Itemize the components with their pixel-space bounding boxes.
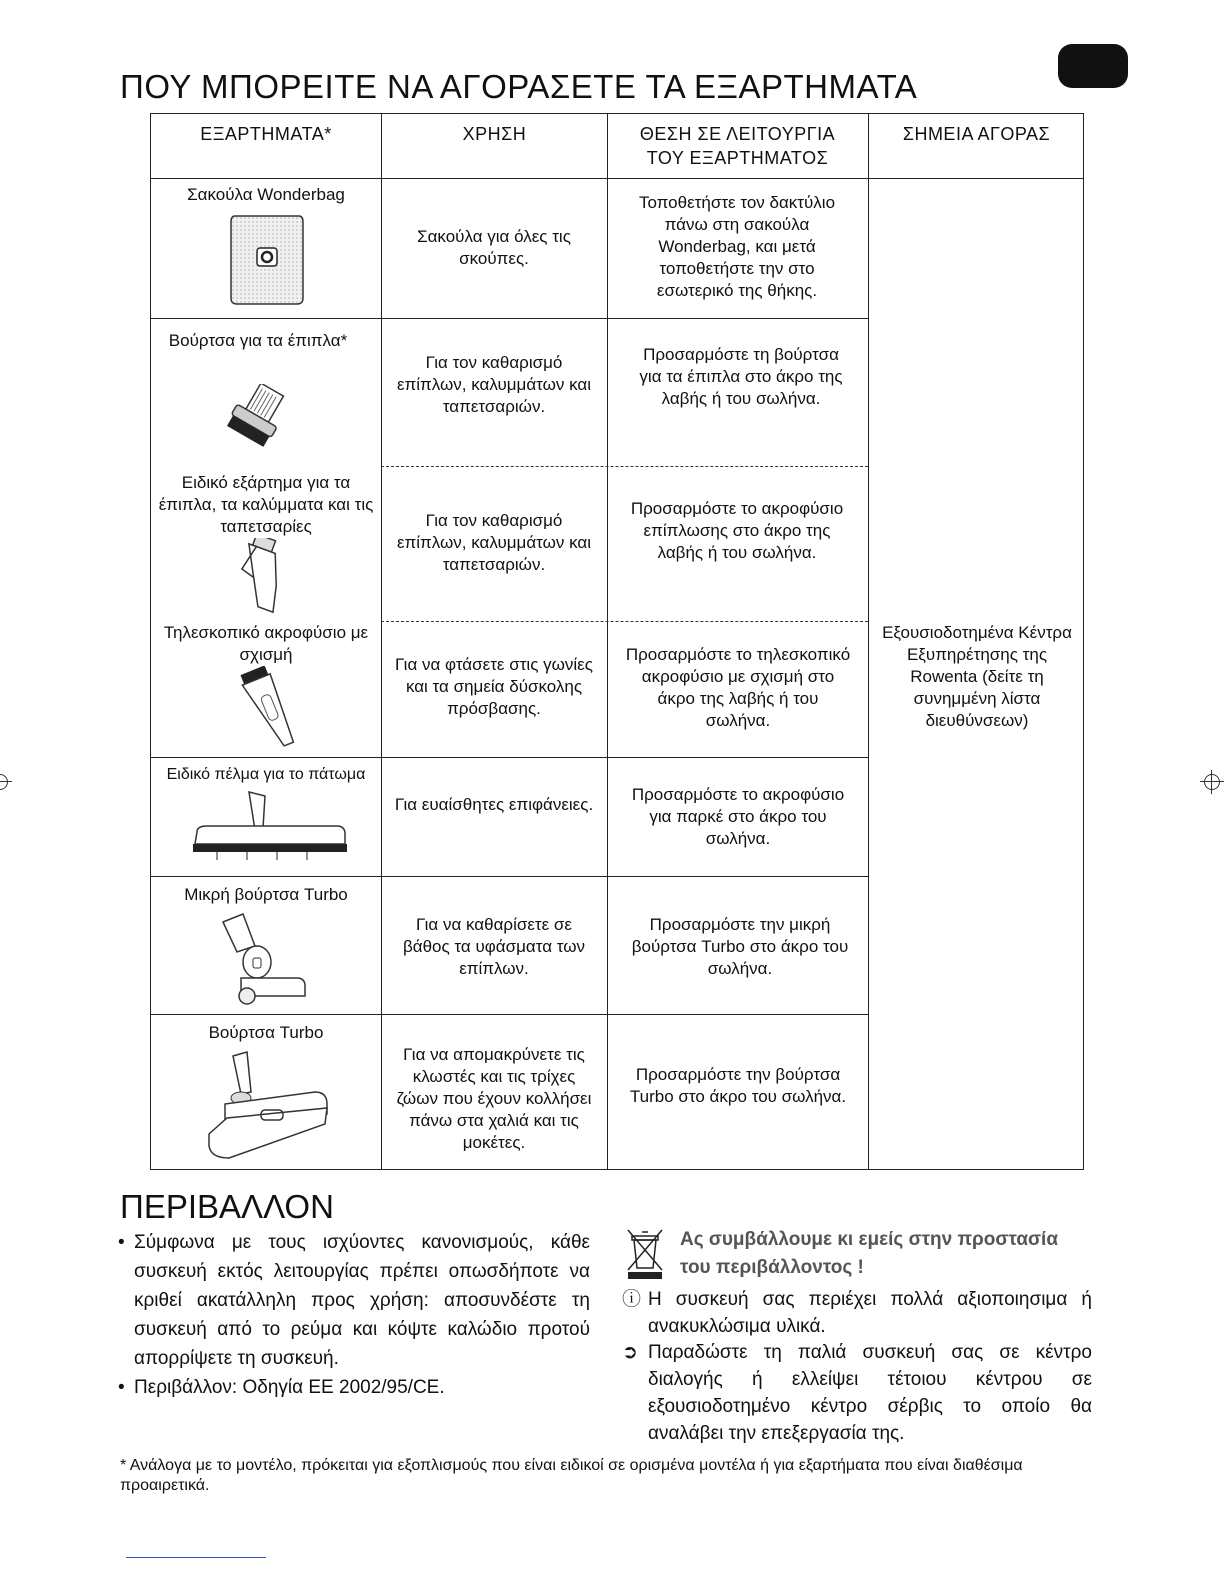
furniture-brush-icon <box>221 384 301 454</box>
row-4-use: Για να φτάσετε στις γωνίες και τα σημεία δύσκολης πρόσβασης. <box>395 655 593 718</box>
row-2-use: Για τον καθαρισμό επίπλων, καλυμμάτων και ταπετσαριών. <box>396 353 592 416</box>
header-purchase-points: ΣΗΜΕΙΑ ΑΓΟΡΑΣ <box>902 124 1051 144</box>
footnote: * Ανάλογα με το μοντέλο, πρόκειται για εξοπλισμούς που είναι ειδικοί σε ορισμένα μοντέλα ή για εξαρτήματα που είναι διαθέσιμα προαιρετικά. <box>120 1457 1023 1494</box>
row-4-position: Προσαρμόστε το τηλεσκοπικό ακροφύσιο με σχισμή στο άκρο της λαβής ή του σωλήνα. <box>625 645 851 730</box>
row-2-position: Προσαρμόστε τη βούρτσα για τα έπιπλα στο άκρο της λαβής ή του σωλήνα. <box>639 345 843 408</box>
row-5-position: Προσαρμόστε το ακροφύσιο για παρκέ στο άκρο του σωλήνα. <box>631 785 845 848</box>
note-info: ⓘ Η συσκευή σας περιέχει πολλά αξιοποιησιμα ή ανακυκλώσιμα υλικά. <box>622 1286 1092 1340</box>
environment-slogan: Ας συμβάλλουμε κι εμείς στην προστασία του περιβάλλοντος ! <box>680 1229 1058 1278</box>
row-6-position: Προσαρμόστε την μικρή βούρτσα Turbo στο άκρο του σωλήνα. <box>631 915 849 978</box>
row-6-name: Μικρή βούρτσα Turbo <box>184 885 348 904</box>
registration-mark-left-icon <box>0 770 12 794</box>
crevice-nozzle-icon <box>229 666 303 752</box>
row-7-use: Για να απομακρύνετε τις κλωστές και τις τρίχες ζώων που έχουν κολλήσει πάνω στα χαλιά και τις μοκέτες. <box>396 1045 592 1152</box>
row-1-position: Τοποθετήστε τον δακτύλιο πάνω στη σακούλα Wonderbag, και μετά τοποθετήστε την στο εσωτερικό της θήκης. <box>638 193 836 300</box>
mini-turbo-brush-icon <box>213 912 313 1008</box>
registration-mark-right-icon <box>1200 770 1224 794</box>
parquet-floor-brush-icon <box>187 788 351 868</box>
row-5-use: Για ευαίσθητες επιφάνειες. <box>394 795 594 814</box>
page-tab-marker <box>1058 44 1128 88</box>
note-arrow: ➲ Παραδώστε τη παλιά συσκευή σας σε κέντρο διαλογής ή ελλείψει τέτοιου κέντρου σε εξουσιοδοτημένο κέντρο σέρβις το οποίο θα αναλάβει την επεξεργασία της. <box>622 1339 1092 1447</box>
row-1-use: Σακούλα για όλες τις σκούπες. <box>417 227 571 268</box>
upholstery-nozzle-icon <box>225 538 309 614</box>
row-5-name: Ειδικό πέλμα για το πάτωμα <box>166 766 366 783</box>
row-3-name: Ειδικό εξάρτημα για τα έπιπλα, τα καλύμματα και τις ταπετσαρίες <box>158 473 374 536</box>
list-item: • Σύμφωνα με τους ισχύοντες κανονισμούς, κάθε συσκευή εκτός λειτουργίας πρέπει οπωσδήποτε να κριθεί ακατάλληλη προς χρήση: αποσυνδέστε τη συσκευή από το ρεύμα και κόψτε καλώδιο προτού απορρίψετε τη συσκευή. <box>118 1232 590 1369</box>
turbo-brush-icon <box>205 1048 335 1166</box>
row-4-name: Τηλεσκοπικό ακροφύσιο με σχισμή <box>163 623 369 664</box>
row-2-name: Βούρτσα για τα έπιπλα* <box>168 331 348 350</box>
row-6-use: Για να καθαρίσετε σε βάθος τα υφάσματα των επίπλων. <box>403 915 585 978</box>
header-position: ΘΕΣΗ ΣΕ ΛΕΙΤΟΥΡΓΙΑ ΤΟΥ ΕΞΑΡΤΗΜΑΤΟΣ <box>639 124 836 168</box>
wonderbag-icon <box>227 212 307 308</box>
header-use: ΧΡΗΣΗ <box>462 124 527 144</box>
row-3-position: Προσαρμόστε το ακροφύσιο επίπλωσης στο άκρο της λαβής ή του σωλήνα. <box>630 499 844 562</box>
footer-line <box>126 1557 266 1558</box>
arrow-icon: ➲ <box>622 1342 638 1363</box>
crossed-bin-icon <box>626 1228 664 1280</box>
info-icon: ⓘ <box>622 1289 642 1310</box>
row-1-name: Σακούλα Wonderbag <box>187 185 345 204</box>
list-item: • Περιβάλλον: Οδηγία ΕΕ 2002/95/CE. <box>118 1377 445 1398</box>
row-3-use: Για τον καθαρισμό επίπλων, καλυμμάτων και ταπετσαριών. <box>396 511 592 574</box>
header-accessories: ΕΞΑΡΤΗΜΑΤΑ* <box>200 124 332 144</box>
row-7-name: Βούρτσα Turbo <box>208 1023 324 1042</box>
purchase-points: Εξουσιοδοτημένα Κέντρα Εξυπηρέτησης της Rowenta (δείτε τη συνημμένη λίστα διευθύνσεων) <box>882 623 1072 730</box>
environment-title: ΠΕΡΙΒΑΛΛΟΝ <box>120 1188 334 1225</box>
accessories-table <box>150 113 1084 1170</box>
environment-bullets <box>118 1228 590 1402</box>
page-title: ΠΟΥ ΜΠΟΡΕΙΤΕ ΝΑ ΑΓΟΡΑΣΕΤΕ ΤΑ ΕΞΑΡΤΗΜΑΤΑ <box>120 68 918 105</box>
row-7-position: Προσαρμόστε την βούρτσα Turbo στο άκρο του σωλήνα. <box>629 1065 847 1106</box>
